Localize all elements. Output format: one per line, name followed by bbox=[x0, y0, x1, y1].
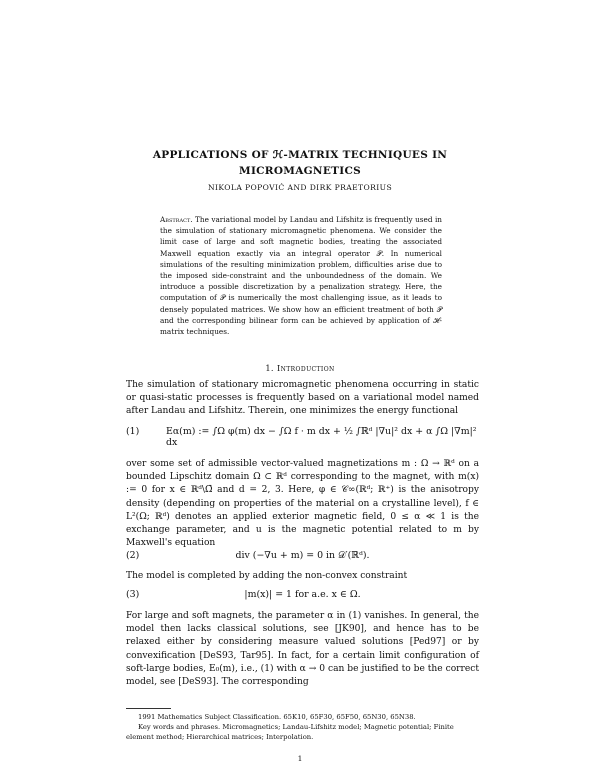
equation-2-body: div (−∇u + m) = 0 in 𝒟′(ℝᵈ). bbox=[235, 550, 370, 561]
paragraph-2: over some set of admissible vector-valued magnetizations m : Ω → ℝᵈ on a bounded Lipschitz domain Ω ⊂ ℝᵈ corresponding to the magnet, with m(x) := 0 for x ∈ ℝᵈ\Ω̄ and d = 2, 3. Here, φ ∈ 𝒞∞(ℝᵈ; ℝ⁺) is the anisotropy density (depending on properties of the material on a crystalline level), f ∈ L²(Ω; ℝᵈ) denotes an applied exterior magnetic field, 0 ≤ α ≪ 1 is the exchange parameter, and u is the magnetic potential related to m by Maxwell's equation bbox=[126, 459, 479, 549]
equation-3 bbox=[126, 589, 479, 605]
equation-1-number: (1) bbox=[126, 426, 140, 437]
equation-2 bbox=[126, 550, 479, 566]
abstract-label: Abstract. bbox=[160, 215, 193, 224]
footnote-msc: 1991 Mathematics Subject Classification. 65K10, 65F30, 65F50, 65N30, 65N38. bbox=[138, 713, 416, 721]
paragraph-4: For large and soft magnets, the parameter α in (1) vanishes. In general, the model then lacks classical solutions, see [JK90], and hence has to be relaxed either by considering measure valued solutions [Ped97] or by convexification [DeS93, Tar95]. In fact, for a certain limit configuration of soft-large bodies, E₀(m), i.e., (1) with α → 0 can be justified to be the correct model, see [DeS93]. The corresponding bbox=[126, 611, 479, 688]
title-line-2: MICROMAGNETICS bbox=[239, 165, 361, 177]
equation-2-number: (2) bbox=[126, 550, 140, 561]
equation-3-number: (3) bbox=[126, 589, 140, 600]
equation-1-body: Eα(m) := ∫Ω φ(m) dx − ∫Ω f · m dx + ½ ∫ℝᵈ |∇u|² dx + α ∫Ω |∇m|² dx bbox=[166, 426, 477, 448]
paragraph-3: The model is completed by adding the non-convex constraint bbox=[126, 571, 408, 581]
paper-title bbox=[120, 147, 480, 179]
section-heading bbox=[120, 363, 480, 373]
authors: NIKOLA POPOVIĆ AND DIRK PRAETORIUS bbox=[207, 183, 393, 192]
section-number: 1. bbox=[265, 363, 274, 373]
footnotes bbox=[126, 712, 479, 742]
footnote-rule bbox=[126, 708, 171, 709]
abstract bbox=[160, 214, 442, 337]
equation-1 bbox=[126, 426, 479, 448]
title-line-1: APPLICATIONS OF ℋ-MATRIX TECHNIQUES IN bbox=[152, 149, 448, 161]
paragraph-1: The simulation of stationary micromagnetic phenomena occurring in static or quasi-static processes is frequently based on a variational model named after Landau and Lifshitz. Therein, one minimizes the energy functional bbox=[126, 380, 479, 417]
page-number: 1 bbox=[297, 754, 303, 763]
abstract-text: The variational model by Landau and Lifshitz is frequently used in the simulation of stationary micromagnetic phenomena. We consider the limit case of large and soft magnetic bodies, treating the associated Maxwell equation exactly via an integral operator 𝒫. In numerical simulations of the resulting minimization problem, difficulties arise due to the imposed side-constraint and the unboundedness of the domain. We introduce a possible discretization by a penalization strategy. Here, the computation of 𝒫 is numerically the most challenging issue, as it leads to densely populated matrices. We show how an efficient treatment of both 𝒫 and the corresponding bilinear form can be achieved by application of ℋ-matrix techniques. bbox=[160, 215, 443, 337]
section-title: Introduction bbox=[276, 363, 335, 373]
equation-3-body: |m(x)| = 1 for a.e. x ∈ Ω. bbox=[244, 589, 361, 600]
footnote-keywords: Key words and phrases. Micromagnetics; Landau-Lifshitz model; Magnetic potential; Finite element method; Hierarchical matrices; Interpolation. bbox=[126, 723, 454, 741]
